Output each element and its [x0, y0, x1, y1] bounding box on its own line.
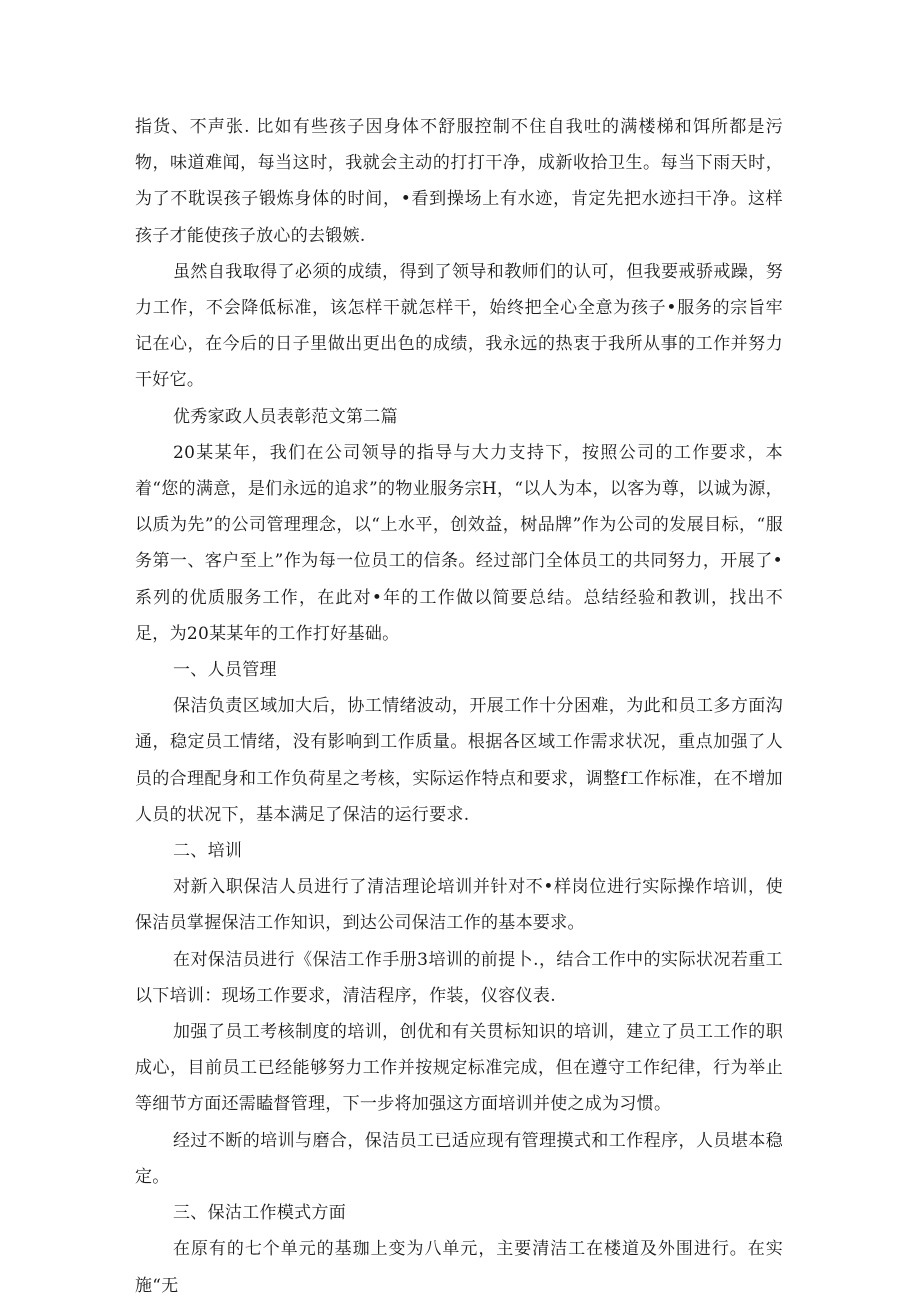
paragraph-5: 对新入职保洁人员进行了清洁理论培训并针对不•样岗位进行实际操作培训，使保洁员掌握保洁工作知识，到达公司保洁工作的基本要求。: [135, 877, 783, 934]
paragraph-2: 虽然自我取得了必须的成绩，得到了领导和教师们的认可，但我要戒骄戒躁，努力工作，不会降低标准，该怎样干就怎样干，始终把全心全意为孩子•服务的宗旨牢记在心，在今后的日子里做出更出色的成绩，我永远的热衷于我所从事的工作并努力干好它。: [135, 261, 783, 391]
section-title-second-article: 优秀家政人员表彰范文第二篇: [173, 406, 398, 427]
paragraph-4: 保洁负责区域加大后，协工情绪波动，开展工作十分困难，为此和员工多方面沟通，稳定员工情绪，没有影响到工作质量。根据各区域工作需求状况，重点加强了人员的合理配身和工作负荷星之考核，实际运作特点和要求，调整f工作标准，在不增加人员的状况下，基本满足了保洁的运行要求.: [135, 696, 783, 825]
document-body: [135, 109, 783, 1304]
heading-cleaning-work-mode: 三、保沽工作模式方面: [173, 1203, 346, 1224]
paragraph-3: 20某某年，我们在公司领导的指导与大力支持下，按照公司的工作要求，本着“您的满意，是们永远的追求”的物业服务宗H，“以人为本，以客为尊，以诚为源，以质为先”的公司管理理念，以“上水平，创效益，树品牌”作为公司的发展目标，“服务第一、客户至上”作为每一位员工的信条。经过部门全体员工的共同努力，开展了•系列的优质服务工作，在此对•年的工作做以简要总结。总结经验和教训，找出不足，为20某某年的工作打好基础。: [135, 442, 783, 644]
heading-personnel-management: 一、人员管理: [173, 660, 277, 681]
paragraph-8: 经过不断的培训与磨合，保洁员工已适应现有管理摸式和工作程序，人员堪本稳定。: [135, 1130, 783, 1187]
paragraph-1: 指货、不声张. 比如有些孩子因身体不舒服控制不住自我吐的满楼梯和饵所都是污物，味道难闻，每当这时，我就会主动的打打干净，成新收拾卫生。每当下雨天时，为了不耽误孩子锻炼身体的时间，•看到操场上有水迹，肯定先把水迹扫干净。这样孩子才能使孩子放心的去锻嫉.: [135, 117, 783, 246]
paragraph-9: 在原有的七个单元的基珈上变为八单元，主要清洁工在楼道及外围进行。在实施“无: [135, 1239, 783, 1296]
paragraph-7: 加强了员工考核制度的培训，创优和有关贯标知识的培训，建立了员工工作的职成心，目前员工已经能够努力工作并按规定标准完成，但在遵守工作纪律，行为举止等细节方面还需瞌督管理，下一步将加强这方面培训并使之成为习惯。: [135, 1022, 783, 1115]
heading-training: 二、培训: [173, 841, 243, 862]
paragraph-6: 在对保洁员进行《保洁工作手册3培训的前提卜.，结合工作中的实际状况若重工以下培训：现场工作要求，清洁程序，作装，仪容仪表.: [135, 949, 783, 1006]
